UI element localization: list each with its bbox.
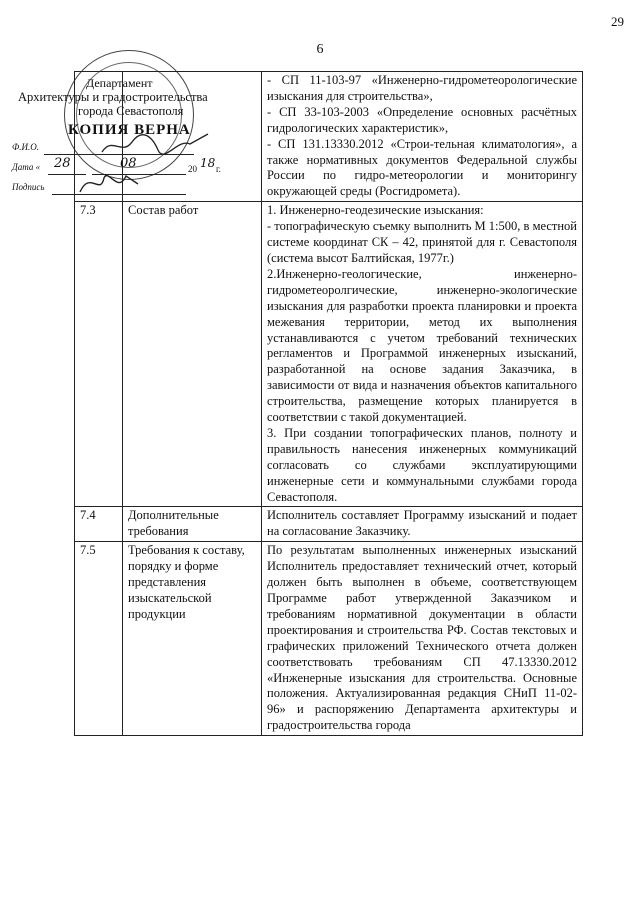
requirements-table (74, 71, 583, 736)
row-number: 7.5 (75, 542, 123, 736)
row-content (262, 507, 583, 542)
stamp-date-month: 08 (120, 156, 137, 171)
table-row (75, 507, 583, 542)
stamp-copy-label: КОПИЯ ВЕРНА (68, 122, 191, 138)
stamp-signature-label: Подпись (12, 182, 45, 192)
row-number (75, 72, 123, 202)
table-row (75, 202, 583, 507)
paragraph: - СП 33-103-2003 «Определение основных расчётных гидрологических характеристик», (267, 104, 577, 135)
table-row (75, 72, 583, 202)
stamp-date-label: Дата « (12, 162, 41, 172)
row-content (262, 72, 583, 202)
paragraph: - топографическую съемку выполнить М 1:500, в местной системе координат СК – 42, принятой для г. Севастополя (система высот Балтийская, 1977г.) (267, 219, 577, 265)
row-number: 7.3 (75, 202, 123, 507)
row-title: Требования к составу, порядку и форме представления изыскательской продукции (123, 542, 262, 736)
page-number: 29 (611, 14, 624, 29)
stamp-department: Департамент (86, 76, 153, 90)
paragraph: - СП 11-103-97 «Инженерно-гидрометеорологические изыскания для строительства», (267, 73, 577, 103)
stamp-date-suffix: г. (216, 164, 221, 174)
row-title (123, 72, 262, 202)
sheet-number: 6 (316, 42, 324, 57)
row-number: 7.4 (75, 507, 123, 542)
row-title: Состав работ (123, 202, 262, 507)
row-content (262, 202, 583, 507)
paragraph: - СП 131.13330.2012 «Строи-тельная климатология», а также нормативных документов Федеральной службы России по гидро-метеорологии и мониторингу окружающей среды (Росгидромета). (267, 136, 577, 199)
paragraph: 1. Инженерно-геодезические изыскания: (267, 203, 484, 218)
table-row (75, 542, 583, 736)
stamp-city: города Севастополя (78, 104, 184, 118)
stamp-date-day: 28 (54, 156, 71, 171)
stamp-fio-label: Ф.И.О. (12, 142, 39, 152)
row-title: Дополнительные требования (123, 507, 262, 542)
paragraph: 2.Инженерно-геологические, инженерно-гидрометеоролгические, инженерно-экологические изыскания для разработки проекта планировки и проекта межевания территории, метод их выполнения устанавливаются с учетом требований технических регламентов и Программой инженерных изысканий, разработанной на основе задания Заказчика, в зависимости от вида и назначения объектов капитального строительства, размещение которых планируется в соответствии с такой документацией. (267, 266, 577, 425)
stamp-date-year-hand: 18 (200, 156, 216, 170)
stamp-date-year: 20 (188, 164, 197, 174)
paragraph: Исполнитель составляет Программу изысканий и подает на согласование Заказчику. (267, 508, 577, 539)
row-content (262, 542, 583, 736)
paragraph: 3. При создании топографических планов, полноту и правильность нанесения инженерных коммуникаций согласовать со службами эксплуатирующими инженерные сети и коммунальными службами города Севастополя. (267, 425, 577, 504)
stamp-architecture: Архитектуры и градостроительства (18, 90, 208, 104)
paragraph: По результатам выполненных инженерных изысканий Исполнитель предоставляет технический отчет, который должен быть выполнен в объеме, соответствующем Программе работ утвержденной Заказчиком и требованиям нормативной документации в области проектирования и строительства РФ. Состав текстовых и графических приложений Технического отчета должен соответствовать требованиям СП 47.13330.2012 «Инженерные изыскания для строительства. Основные положения. Актуализированная редакция СНиП 11-02-96» и распоряжению Департамента архитектуры и градостроительства города (267, 543, 577, 733)
